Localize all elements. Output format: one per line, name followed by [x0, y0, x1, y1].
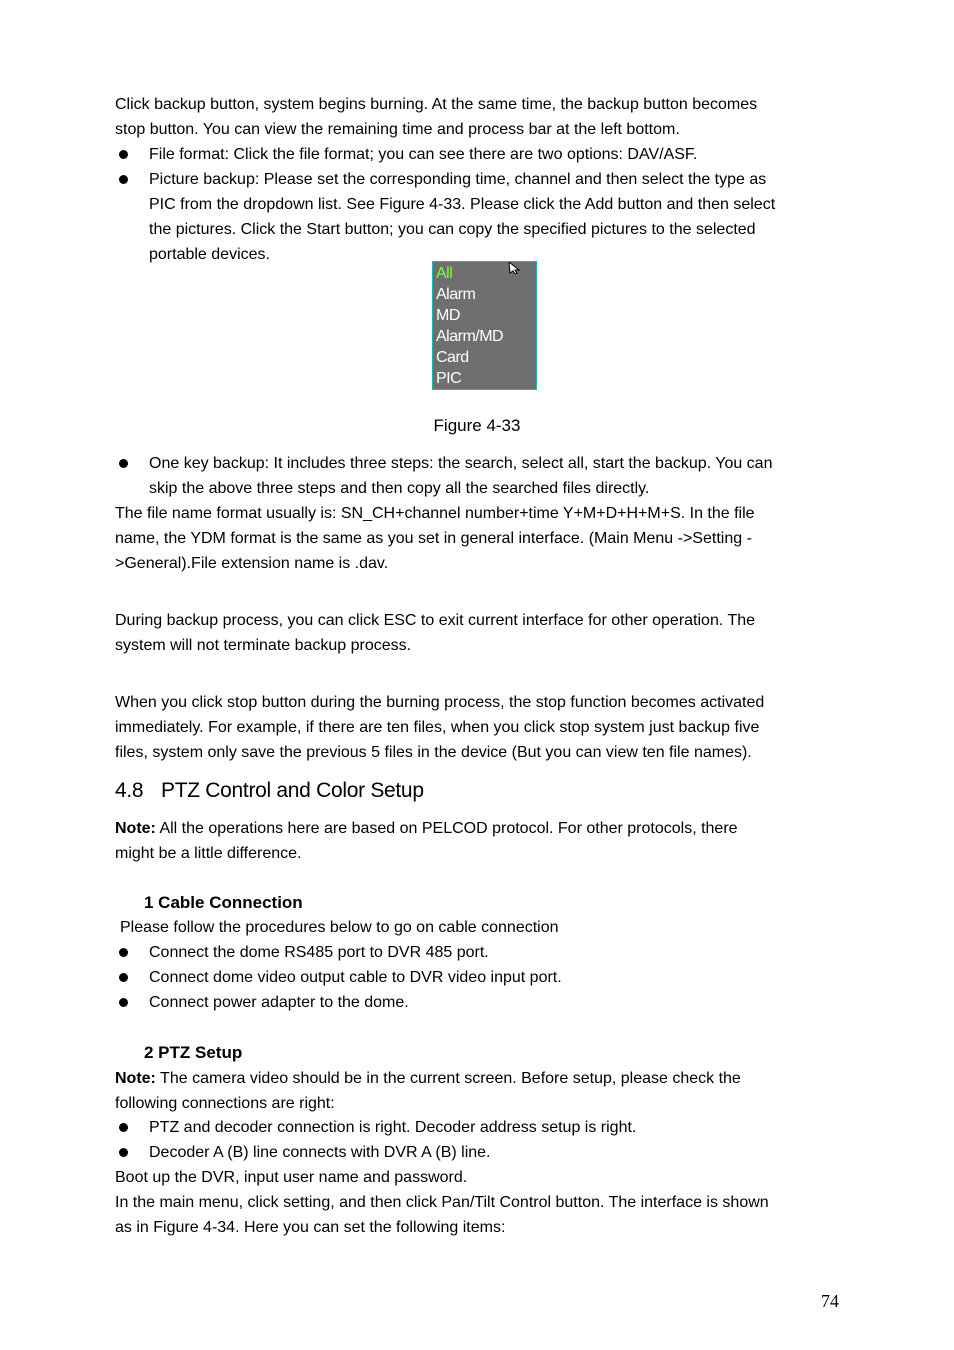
- bullet-text: Decoder A (B) line connects with DVR A (B) line.: [149, 1144, 491, 1161]
- bullet-text: One key backup: It includes three steps: the search, select all, start the backup. You can: [149, 455, 773, 472]
- bullet-dot-icon: [119, 998, 128, 1007]
- note-label: Note:: [115, 820, 156, 837]
- paragraph-line: When you click stop button during the burning process, the stop function becomes activated: [115, 694, 765, 711]
- paragraph-line: name, the YDM format is the same as you set in general interface. (Main Menu ->Setting -: [115, 530, 752, 547]
- bullet-cable: [115, 940, 845, 965]
- paragraph-line: >General).File extension name is .dav.: [115, 555, 389, 572]
- dropdown-option-pic[interactable]: PIC: [436, 370, 462, 387]
- bullet-text: File format: Click the file format; you can see there are two options: DAV/ASF.: [149, 146, 698, 163]
- bullet-text: Picture backup: Please set the corresponding time, channel and then select the type as: [149, 171, 767, 188]
- paragraph-line: In the main menu, click setting, and then click Pan/Tilt Control button. The interface is shown: [115, 1194, 769, 1211]
- subheading-ptz-setup: 2 PTZ Setup: [144, 1043, 243, 1062]
- bullet-text: Connect dome video output cable to DVR video input port.: [149, 969, 562, 986]
- dropdown-option-all[interactable]: All: [436, 265, 453, 282]
- note-text: The camera video should be in the current screen. Before setup, please check the: [155, 1070, 741, 1087]
- paragraph-line: [115, 816, 845, 841]
- section-title: PTZ Control and Color Setup: [161, 779, 424, 802]
- paragraph-line: might be a little difference.: [115, 845, 302, 862]
- paragraph-line: following connections are right:: [115, 1095, 335, 1112]
- section-heading: [115, 776, 424, 806]
- figure-caption: Figure 4-33: [433, 416, 521, 435]
- bullet-text: the pictures. Click the Start button; you can copy the specified pictures to the selected: [149, 221, 756, 238]
- esc-paragraph: [115, 608, 845, 658]
- paragraph-line: The file name format usually is: SN_CH+channel number+time Y+M+D+H+M+S. In the file: [115, 505, 755, 522]
- bullet-one-key-backup: [115, 451, 845, 501]
- bullet-cable: [115, 990, 845, 1015]
- bullet-text: PTZ and decoder connection is right. Decoder address setup is right.: [149, 1119, 637, 1136]
- bullet-text: Connect the dome RS485 port to DVR 485 port.: [149, 944, 489, 961]
- paragraph-line: [115, 1066, 845, 1091]
- paragraph-line: During backup process, you can click ESC to exit current interface for other operation. The: [115, 612, 756, 629]
- subheading-cable-connection: 1 Cable Connection: [144, 893, 303, 912]
- filename-paragraph: [115, 501, 845, 576]
- bullet-dot-icon: [119, 1123, 128, 1132]
- note-text: All the operations here are based on PELCOD protocol. For other protocols, there: [155, 820, 738, 837]
- bullet-text: skip the above three steps and then copy all the searched files directly.: [149, 480, 650, 497]
- bullet-text: PIC from the dropdown list. See Figure 4-33. Please click the Add button and then select: [149, 196, 776, 213]
- ptz-instructions: [115, 1165, 845, 1240]
- note-paragraph: [115, 1066, 845, 1116]
- mouse-cursor-icon: [507, 262, 523, 274]
- bullet-dot-icon: [119, 175, 128, 184]
- dropdown-option-alarm[interactable]: Alarm: [436, 286, 476, 303]
- stop-paragraph: [115, 690, 845, 765]
- intro-line: stop button. You can view the remaining time and process bar at the left bottom.: [115, 121, 680, 138]
- bullet-ptz: [115, 1115, 845, 1140]
- bullet-text: portable devices.: [149, 246, 270, 263]
- paragraph-line: files, system only save the previous 5 files in the device (But you can view ten file names).: [115, 744, 752, 761]
- backup-type-dropdown-list[interactable]: [432, 261, 537, 390]
- section-number: 4.8: [115, 779, 144, 802]
- dropdown-option-card[interactable]: Card: [436, 349, 469, 366]
- paragraph-line: immediately. For example, if there are ten files, when you click stop system just backup five: [115, 719, 760, 736]
- intro-line: Click backup button, system begins burning. At the same time, the backup button becomes: [115, 96, 758, 113]
- bullet-cable: [115, 965, 845, 990]
- note-label: Note:: [115, 1070, 156, 1087]
- bullet-ptz: [115, 1140, 845, 1165]
- cable-intro: Please follow the procedures below to go on cable connection: [120, 919, 559, 936]
- bullet-dot-icon: [119, 1148, 128, 1157]
- bullet-dot-icon: [119, 973, 128, 982]
- bullet-dot-icon: [119, 150, 128, 159]
- bullet-dot-icon: [119, 459, 128, 468]
- bullet-dot-icon: [119, 948, 128, 957]
- bullet-picture-backup: [115, 167, 845, 267]
- bullet-text: Connect power adapter to the dome.: [149, 994, 409, 1011]
- dropdown-option-md[interactable]: MD: [436, 307, 460, 324]
- paragraph-line: as in Figure 4-34. Here you can set the following items:: [115, 1219, 506, 1236]
- page-number: 74: [821, 1291, 839, 1311]
- note-paragraph: [115, 816, 845, 866]
- intro-paragraph: [115, 92, 845, 142]
- paragraph-line: Boot up the DVR, input user name and password.: [115, 1169, 468, 1186]
- paragraph-line: system will not terminate backup process.: [115, 637, 412, 654]
- bullet-file-format: [115, 142, 845, 167]
- dropdown-option-alarm-md[interactable]: Alarm/MD: [436, 328, 504, 345]
